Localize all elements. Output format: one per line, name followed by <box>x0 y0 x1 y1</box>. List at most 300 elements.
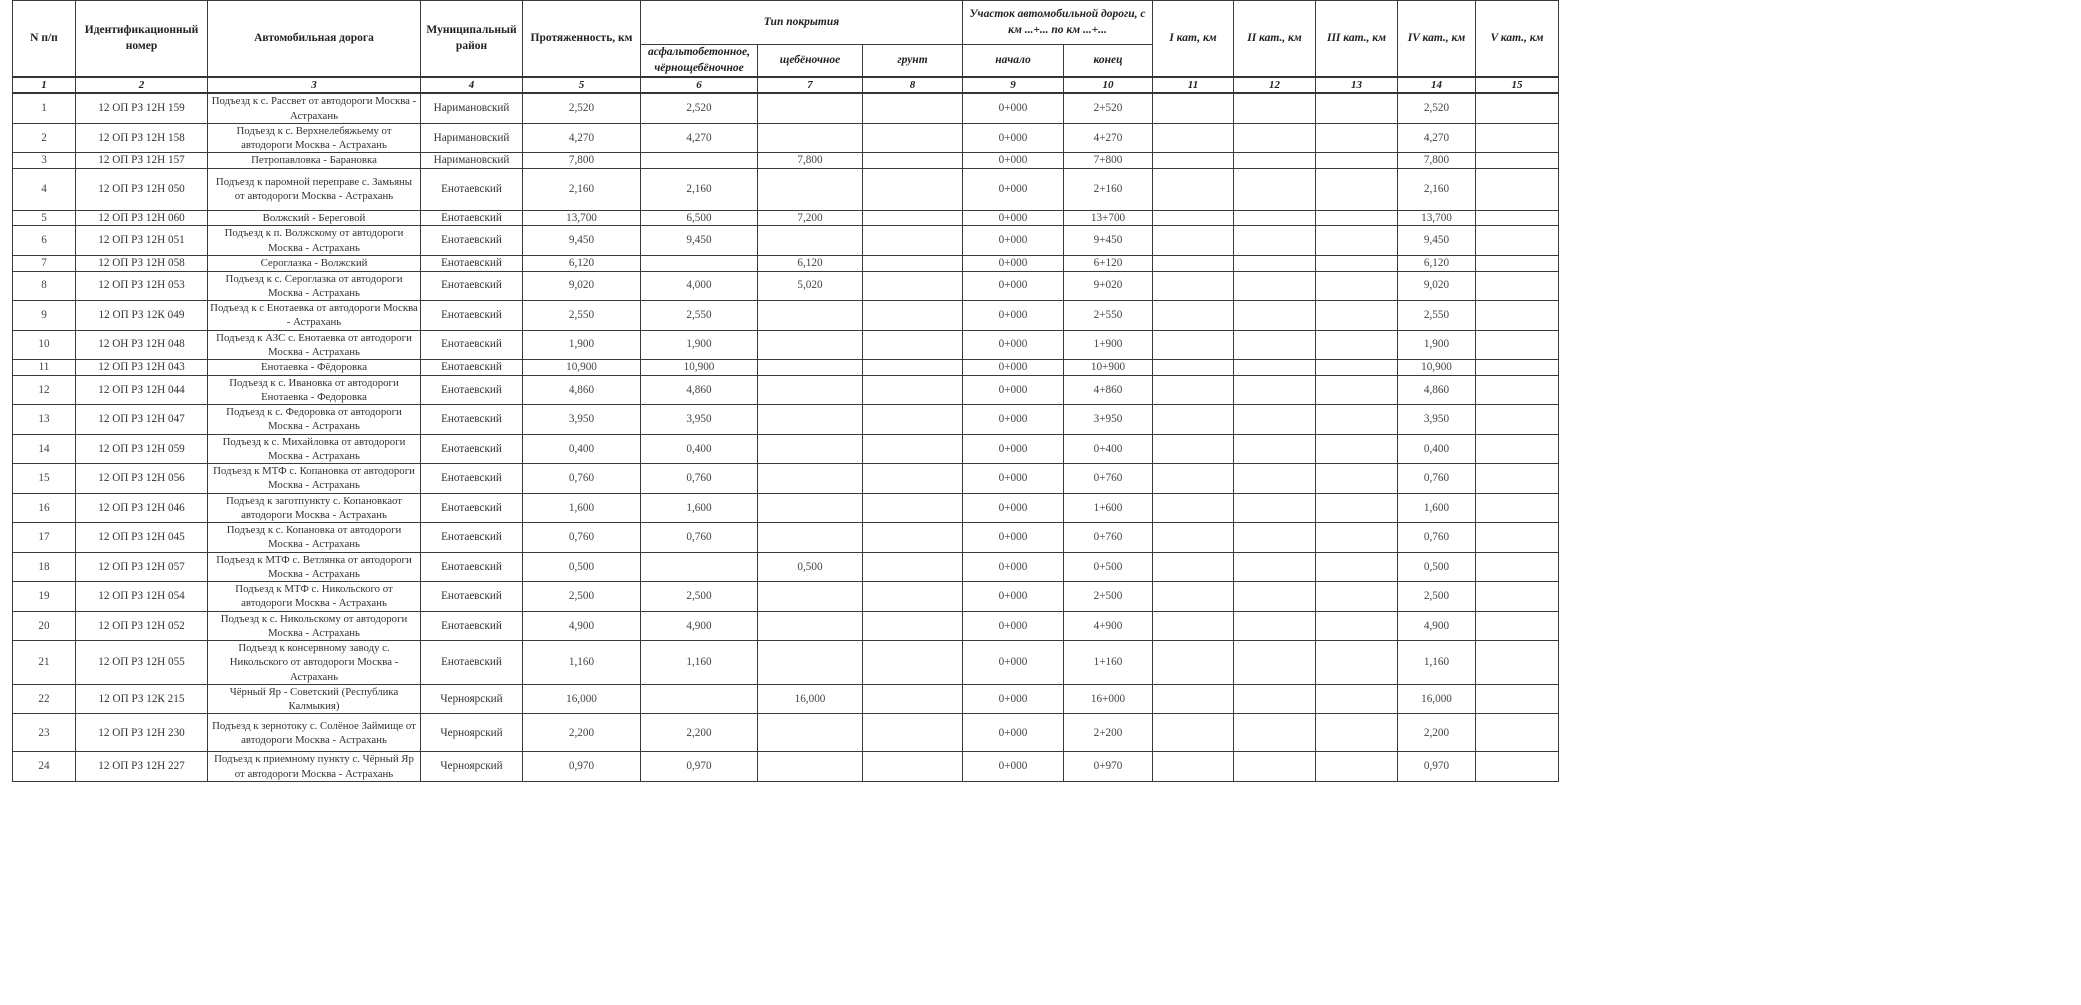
cat5-km <box>1476 301 1559 331</box>
length-km: 7,800 <box>523 153 641 169</box>
surface-gravel-km <box>758 434 863 464</box>
district: Енотаевский <box>421 255 523 271</box>
cat2-km <box>1234 582 1316 612</box>
cat2-km <box>1234 523 1316 553</box>
cat3-km <box>1316 123 1398 153</box>
road-id: 12 ОП РЗ 12Н 046 <box>76 493 208 523</box>
table-row <box>13 582 1559 612</box>
surface-asphalt-km <box>641 552 758 582</box>
table-row <box>13 434 1559 464</box>
road-name: Подъезд к заготпункту с. Копановкаот автодороги Москва - Астрахань <box>208 493 421 523</box>
cat4-km: 2,520 <box>1398 93 1476 123</box>
cat4-km: 1,900 <box>1398 330 1476 360</box>
row-number: 5 <box>13 210 76 226</box>
road-id: 12 ОП РЗ 12К 049 <box>76 301 208 331</box>
surface-asphalt-km: 6,500 <box>641 210 758 226</box>
district: Енотаевский <box>421 301 523 331</box>
table-row <box>13 375 1559 405</box>
header-row-top <box>13 1 1559 45</box>
road-name: Подъезд к с. Рассвет от автодороги Москва - Астрахань <box>208 93 421 123</box>
table-row <box>13 360 1559 376</box>
cat1-km <box>1153 611 1234 641</box>
cat5-km <box>1476 582 1559 612</box>
length-km: 2,500 <box>523 582 641 612</box>
length-km: 9,450 <box>523 226 641 256</box>
road-name: Сероглазка - Волжский <box>208 255 421 271</box>
cat2-km <box>1234 255 1316 271</box>
row-number: 2 <box>13 123 76 153</box>
district: Черноярский <box>421 684 523 714</box>
table-row <box>13 271 1559 301</box>
section-end: 2+200 <box>1064 714 1153 752</box>
cat4-km: 1,160 <box>1398 641 1476 685</box>
surface-gravel-km <box>758 611 863 641</box>
cat4-km: 4,860 <box>1398 375 1476 405</box>
road-id: 12 ОП РЗ 12Н 055 <box>76 641 208 685</box>
road-name: Енотаевка - Фёдоровка <box>208 360 421 376</box>
section-end: 6+120 <box>1064 255 1153 271</box>
section-end: 2+520 <box>1064 93 1153 123</box>
road-id: 12 ОП РЗ 12Н 059 <box>76 434 208 464</box>
length-km: 9,020 <box>523 271 641 301</box>
surface-gravel-km: 0,500 <box>758 552 863 582</box>
cat1-km <box>1153 271 1234 301</box>
section-end: 3+950 <box>1064 405 1153 435</box>
road-id: 12 ОП РЗ 12Н 044 <box>76 375 208 405</box>
column-number: 14 <box>1398 77 1476 93</box>
table-row <box>13 168 1559 210</box>
surface-ground-km <box>863 210 963 226</box>
cat4-km: 9,020 <box>1398 271 1476 301</box>
section-end: 2+500 <box>1064 582 1153 612</box>
length-km: 16,000 <box>523 684 641 714</box>
column-number: 8 <box>863 77 963 93</box>
cat5-km <box>1476 255 1559 271</box>
cat3-km <box>1316 226 1398 256</box>
surface-asphalt-km <box>641 684 758 714</box>
length-km: 0,400 <box>523 434 641 464</box>
district: Черноярский <box>421 752 523 782</box>
surface-ground-km <box>863 552 963 582</box>
road-id: 12 ОП РЗ 12Н 052 <box>76 611 208 641</box>
section-end: 2+160 <box>1064 168 1153 210</box>
cat1-km <box>1153 93 1234 123</box>
surface-gravel-km <box>758 123 863 153</box>
cat1-km <box>1153 523 1234 553</box>
roads-table <box>12 0 1559 782</box>
table-row <box>13 330 1559 360</box>
table-row <box>13 210 1559 226</box>
surface-asphalt-km: 0,400 <box>641 434 758 464</box>
column-number: 7 <box>758 77 863 93</box>
section-start: 0+000 <box>963 611 1064 641</box>
table-row <box>13 684 1559 714</box>
road-name: Подъезд к с. Ивановка от автодороги Енотаевка - Федоровка <box>208 375 421 405</box>
district: Наримановский <box>421 153 523 169</box>
road-name: Волжский - Береговой <box>208 210 421 226</box>
surface-asphalt-km: 3,950 <box>641 405 758 435</box>
road-id: 12 ОП РЗ 12Н 157 <box>76 153 208 169</box>
section-end: 0+500 <box>1064 552 1153 582</box>
surface-ground-km <box>863 301 963 331</box>
cat5-km <box>1476 552 1559 582</box>
length-km: 2,200 <box>523 714 641 752</box>
table-row <box>13 405 1559 435</box>
length-km: 2,550 <box>523 301 641 331</box>
roads-register-sheet <box>12 0 1559 782</box>
district: Енотаевский <box>421 168 523 210</box>
length-km: 0,760 <box>523 523 641 553</box>
cat1-km <box>1153 752 1234 782</box>
table-row <box>13 123 1559 153</box>
cat3-km <box>1316 360 1398 376</box>
cat4-km: 2,160 <box>1398 168 1476 210</box>
surface-asphalt-km: 1,160 <box>641 641 758 685</box>
district: Наримановский <box>421 93 523 123</box>
surface-ground-km <box>863 93 963 123</box>
header-surface-group: Тип покрытия <box>641 1 963 45</box>
row-number: 7 <box>13 255 76 271</box>
road-name: Подъезд к МТФ с. Никольского от автодороги Москва - Астрахань <box>208 582 421 612</box>
surface-gravel-km: 6,120 <box>758 255 863 271</box>
cat3-km <box>1316 552 1398 582</box>
section-start: 0+000 <box>963 582 1064 612</box>
cat3-km <box>1316 611 1398 641</box>
surface-gravel-km <box>758 330 863 360</box>
cat3-km <box>1316 752 1398 782</box>
cat4-km: 0,760 <box>1398 464 1476 494</box>
road-id: 12 ОП РЗ 12Н 043 <box>76 360 208 376</box>
road-name: Подъезд к зернотоку с. Солёное Займище от автодороги Москва - Астрахань <box>208 714 421 752</box>
cat3-km <box>1316 641 1398 685</box>
table-row <box>13 255 1559 271</box>
length-km: 13,700 <box>523 210 641 226</box>
cat4-km: 6,120 <box>1398 255 1476 271</box>
surface-gravel-km <box>758 226 863 256</box>
road-name: Подъезд к паромной переправе с. Замьяны от автодороги Москва - Астрахань <box>208 168 421 210</box>
section-start: 0+000 <box>963 255 1064 271</box>
surface-gravel-km <box>758 405 863 435</box>
cat1-km <box>1153 360 1234 376</box>
surface-asphalt-km: 4,000 <box>641 271 758 301</box>
road-id: 12 ОП РЗ 12Н 057 <box>76 552 208 582</box>
cat1-km <box>1153 301 1234 331</box>
row-number: 21 <box>13 641 76 685</box>
cat1-km <box>1153 684 1234 714</box>
header-surface-gravel: щебёночное <box>758 45 863 78</box>
surface-asphalt-km: 0,970 <box>641 752 758 782</box>
column-number: 15 <box>1476 77 1559 93</box>
cat5-km <box>1476 360 1559 376</box>
surface-gravel-km: 7,200 <box>758 210 863 226</box>
cat4-km: 16,000 <box>1398 684 1476 714</box>
cat3-km <box>1316 153 1398 169</box>
cat3-km <box>1316 210 1398 226</box>
cat1-km <box>1153 375 1234 405</box>
surface-asphalt-km: 4,900 <box>641 611 758 641</box>
road-name: Подъезд к с. Федоровка от автодороги Москва - Астрахань <box>208 405 421 435</box>
cat2-km <box>1234 405 1316 435</box>
column-number: 4 <box>421 77 523 93</box>
section-start: 0+000 <box>963 360 1064 376</box>
surface-gravel-km <box>758 714 863 752</box>
district: Енотаевский <box>421 582 523 612</box>
section-start: 0+000 <box>963 123 1064 153</box>
road-name: Подъезд к с. Сероглазка от автодороги Москва - Астрахань <box>208 271 421 301</box>
cat2-km <box>1234 611 1316 641</box>
cat4-km: 7,800 <box>1398 153 1476 169</box>
cat4-km: 0,500 <box>1398 552 1476 582</box>
surface-asphalt-km: 1,900 <box>641 330 758 360</box>
surface-asphalt-km: 4,860 <box>641 375 758 405</box>
row-number: 18 <box>13 552 76 582</box>
cat2-km <box>1234 493 1316 523</box>
cat5-km <box>1476 168 1559 210</box>
cat4-km: 0,400 <box>1398 434 1476 464</box>
header-surface-ground: грунт <box>863 45 963 78</box>
cat3-km <box>1316 523 1398 553</box>
cat5-km <box>1476 684 1559 714</box>
road-name: Подъезд к МТФ с. Ветлянка от автодороги Москва - Астрахань <box>208 552 421 582</box>
cat5-km <box>1476 123 1559 153</box>
cat1-km <box>1153 493 1234 523</box>
section-end: 0+760 <box>1064 464 1153 494</box>
table-row <box>13 301 1559 331</box>
district: Енотаевский <box>421 464 523 494</box>
surface-ground-km <box>863 434 963 464</box>
header-n: N п/п <box>13 1 76 78</box>
surface-gravel-km <box>758 641 863 685</box>
table-row <box>13 464 1559 494</box>
length-km: 4,900 <box>523 611 641 641</box>
cat2-km <box>1234 271 1316 301</box>
cat3-km <box>1316 375 1398 405</box>
length-km: 0,760 <box>523 464 641 494</box>
surface-asphalt-km: 2,500 <box>641 582 758 612</box>
surface-asphalt-km: 9,450 <box>641 226 758 256</box>
section-end: 1+900 <box>1064 330 1153 360</box>
length-km: 10,900 <box>523 360 641 376</box>
surface-gravel-km <box>758 375 863 405</box>
surface-ground-km <box>863 153 963 169</box>
column-number: 6 <box>641 77 758 93</box>
surface-ground-km <box>863 226 963 256</box>
cat1-km <box>1153 255 1234 271</box>
surface-ground-km <box>863 271 963 301</box>
section-start: 0+000 <box>963 375 1064 405</box>
column-number: 12 <box>1234 77 1316 93</box>
surface-gravel-km <box>758 93 863 123</box>
surface-asphalt-km: 2,200 <box>641 714 758 752</box>
road-name: Подъезд к консервному заводу с. Никольского от автодороги Москва - Астрахань <box>208 641 421 685</box>
cat4-km: 9,450 <box>1398 226 1476 256</box>
district: Енотаевский <box>421 226 523 256</box>
length-km: 1,600 <box>523 493 641 523</box>
surface-ground-km <box>863 714 963 752</box>
row-number: 19 <box>13 582 76 612</box>
table-row <box>13 752 1559 782</box>
cat5-km <box>1476 210 1559 226</box>
surface-asphalt-km: 10,900 <box>641 360 758 376</box>
cat3-km <box>1316 271 1398 301</box>
surface-asphalt-km: 2,550 <box>641 301 758 331</box>
road-id: 12 ОП РЗ 12Н 060 <box>76 210 208 226</box>
surface-ground-km <box>863 330 963 360</box>
cat3-km <box>1316 434 1398 464</box>
row-number: 9 <box>13 301 76 331</box>
cat2-km <box>1234 226 1316 256</box>
section-start: 0+000 <box>963 641 1064 685</box>
cat1-km <box>1153 464 1234 494</box>
table-row <box>13 641 1559 685</box>
cat2-km <box>1234 375 1316 405</box>
road-id: 12 ОП РЗ 12Н 230 <box>76 714 208 752</box>
row-number: 22 <box>13 684 76 714</box>
cat3-km <box>1316 168 1398 210</box>
cat5-km <box>1476 752 1559 782</box>
row-number: 16 <box>13 493 76 523</box>
cat4-km: 0,760 <box>1398 523 1476 553</box>
header-section-group: Участок автомобильной дороги, с км ...+... по км ...+... <box>963 1 1153 45</box>
length-km: 2,160 <box>523 168 641 210</box>
road-name: Подъезд к п. Волжскому от автодороги Москва - Астрахань <box>208 226 421 256</box>
table-row <box>13 93 1559 123</box>
section-end: 1+160 <box>1064 641 1153 685</box>
cat4-km: 10,900 <box>1398 360 1476 376</box>
surface-ground-km <box>863 641 963 685</box>
section-end: 2+550 <box>1064 301 1153 331</box>
cat3-km <box>1316 493 1398 523</box>
cat4-km: 2,550 <box>1398 301 1476 331</box>
surface-gravel-km <box>758 523 863 553</box>
cat1-km <box>1153 123 1234 153</box>
surface-asphalt-km: 0,760 <box>641 464 758 494</box>
length-km: 6,120 <box>523 255 641 271</box>
cat2-km <box>1234 301 1316 331</box>
road-id: 12 ОП РЗ 12Н 158 <box>76 123 208 153</box>
section-end: 16+000 <box>1064 684 1153 714</box>
table-row <box>13 493 1559 523</box>
column-number: 10 <box>1064 77 1153 93</box>
section-start: 0+000 <box>963 552 1064 582</box>
cat1-km <box>1153 210 1234 226</box>
section-start: 0+000 <box>963 330 1064 360</box>
road-name: Подъезд к с. Никольскому от автодороги Москва - Астрахань <box>208 611 421 641</box>
length-km: 0,970 <box>523 752 641 782</box>
column-number: 5 <box>523 77 641 93</box>
surface-asphalt-km <box>641 153 758 169</box>
cat2-km <box>1234 641 1316 685</box>
road-id: 12 ОП РЗ 12К 215 <box>76 684 208 714</box>
cat1-km <box>1153 330 1234 360</box>
road-name: Подъезд к с. Копановка от автодороги Москва - Астрахань <box>208 523 421 553</box>
road-name: Подъезд к АЗС с. Енотаевка от автодороги Москва - Астрахань <box>208 330 421 360</box>
cat4-km: 1,600 <box>1398 493 1476 523</box>
cat3-km <box>1316 330 1398 360</box>
length-km: 1,900 <box>523 330 641 360</box>
header-cat2: II кат., км <box>1234 1 1316 78</box>
section-end: 4+900 <box>1064 611 1153 641</box>
cat4-km: 2,200 <box>1398 714 1476 752</box>
surface-gravel-km <box>758 168 863 210</box>
row-number: 14 <box>13 434 76 464</box>
section-start: 0+000 <box>963 493 1064 523</box>
cat5-km <box>1476 641 1559 685</box>
header-cat4: IV кат., км <box>1398 1 1476 78</box>
cat3-km <box>1316 714 1398 752</box>
surface-asphalt-km: 1,600 <box>641 493 758 523</box>
cat3-km <box>1316 255 1398 271</box>
surface-ground-km <box>863 375 963 405</box>
header-cat1: I кат, км <box>1153 1 1234 78</box>
road-id: 12 ОП РЗ 12Н 045 <box>76 523 208 553</box>
section-start: 0+000 <box>963 523 1064 553</box>
length-km: 2,520 <box>523 93 641 123</box>
surface-ground-km <box>863 752 963 782</box>
cat1-km <box>1153 714 1234 752</box>
surface-ground-km <box>863 405 963 435</box>
cat5-km <box>1476 405 1559 435</box>
surface-gravel-km <box>758 464 863 494</box>
section-start: 0+000 <box>963 684 1064 714</box>
header-length: Протяженность, км <box>523 1 641 78</box>
length-km: 3,950 <box>523 405 641 435</box>
district: Енотаевский <box>421 552 523 582</box>
cat5-km <box>1476 493 1559 523</box>
section-end: 7+800 <box>1064 153 1153 169</box>
cat2-km <box>1234 434 1316 464</box>
surface-asphalt-km: 2,160 <box>641 168 758 210</box>
cat5-km <box>1476 93 1559 123</box>
row-number: 3 <box>13 153 76 169</box>
cat1-km <box>1153 405 1234 435</box>
row-number: 20 <box>13 611 76 641</box>
section-end: 0+400 <box>1064 434 1153 464</box>
district: Черноярский <box>421 714 523 752</box>
section-end: 1+600 <box>1064 493 1153 523</box>
cat3-km <box>1316 93 1398 123</box>
district: Енотаевский <box>421 523 523 553</box>
cat4-km: 2,500 <box>1398 582 1476 612</box>
section-end: 0+760 <box>1064 523 1153 553</box>
length-km: 4,270 <box>523 123 641 153</box>
cat2-km <box>1234 168 1316 210</box>
surface-ground-km <box>863 360 963 376</box>
column-number: 9 <box>963 77 1064 93</box>
surface-ground-km <box>863 493 963 523</box>
cat2-km <box>1234 210 1316 226</box>
header-id: Идентификационный номер <box>76 1 208 78</box>
road-id: 12 ОП РЗ 12Н 227 <box>76 752 208 782</box>
cat5-km <box>1476 464 1559 494</box>
surface-gravel-km <box>758 301 863 331</box>
cat5-km <box>1476 330 1559 360</box>
district: Енотаевский <box>421 210 523 226</box>
surface-ground-km <box>863 611 963 641</box>
road-id: 12 ОН РЗ 12Н 048 <box>76 330 208 360</box>
header-section-start: начало <box>963 45 1064 78</box>
column-numbers-row <box>13 77 1559 93</box>
surface-ground-km <box>863 464 963 494</box>
row-number: 17 <box>13 523 76 553</box>
section-start: 0+000 <box>963 93 1064 123</box>
cat2-km <box>1234 360 1316 376</box>
road-id: 12 ОП РЗ 12Н 053 <box>76 271 208 301</box>
surface-gravel-km <box>758 493 863 523</box>
length-km: 0,500 <box>523 552 641 582</box>
cat4-km: 4,900 <box>1398 611 1476 641</box>
cat1-km <box>1153 552 1234 582</box>
